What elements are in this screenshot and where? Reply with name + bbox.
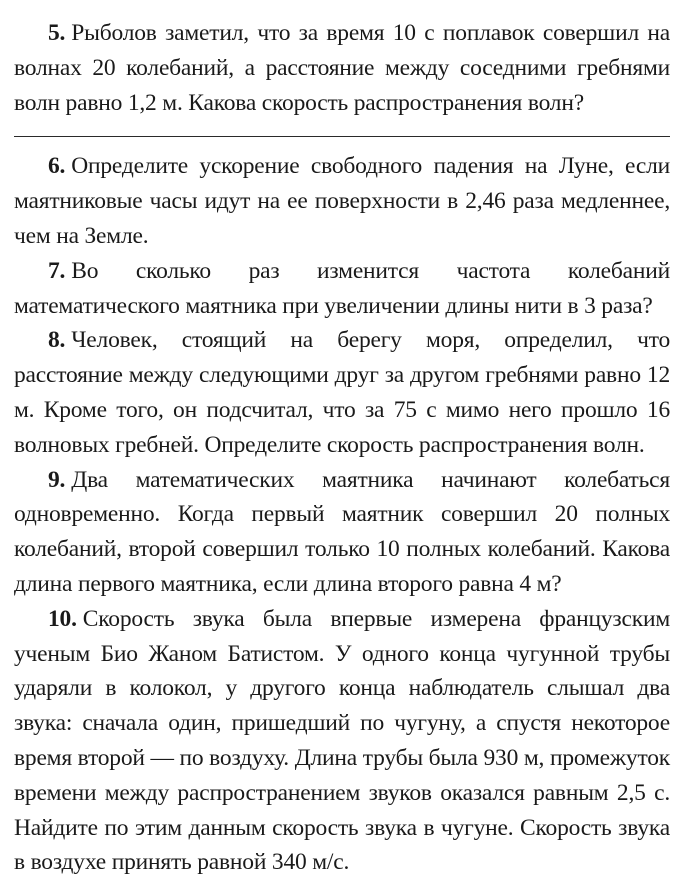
problem-number: 7.	[48, 257, 66, 284]
problem-8	[14, 323, 670, 462]
problem-number: 6.	[48, 153, 66, 180]
problem-7	[14, 254, 670, 324]
problem-text: Человек, стоящий на берегу моря, определил, что расстояние между следующими друг за другом гребнями равно 12 м. Кроме того, он подсчитал, что за 75 с мимо него прошло 16 волновых гребней. Определите скорость распространения волн.	[14, 327, 670, 458]
problem-text: Рыболов заметил, что за время 10 с поплавок совершил на волнах 20 колебаний, а расстояние между соседними гребнями волн равно 1,2 м. Какова скорость распространения волн?	[14, 20, 670, 116]
page-content	[14, 16, 670, 880]
problem-text: Два математических маятника начинают колебаться одновременно. Когда первый маятник совершил 20 полных колебаний, второй совершил только 10 полных колебаний. Какова длина первого маятника, если длина второго равна 4 м?	[14, 466, 670, 597]
problem-9	[14, 463, 670, 602]
problem-number: 10.	[48, 605, 77, 632]
problem-5	[14, 16, 670, 120]
problem-6	[14, 149, 670, 253]
problem-text: Во сколько раз изменится частота колебаний математического маятника при увеличении длины нити в 3 раза?	[14, 257, 670, 319]
section-divider	[14, 136, 670, 137]
problem-10	[14, 602, 670, 880]
problem-number: 9.	[48, 466, 66, 493]
problem-text: Скорость звука была впервые измерена французским ученым Био Жаном Батистом. У одного конца чугунной трубы ударяли в колокол, у другого конца наблюдатель слышал два звука: сначала один, пришедший по чугуну, а спустя некоторое время второй — по воздуху. Длина трубы была 930 м, промежуток времени между распространением звуков оказался равным 2,5 с. Найдите по этим данным скорость звука в чугуне. Скорость звука в воздухе принять равной 340 м/с.	[14, 605, 670, 876]
problem-text: Определите ускорение свободного падения на Луне, если маятниковые часы идут на ее поверхности в 2,46 раза медленнее, чем на Земле.	[14, 153, 670, 249]
problem-number: 5.	[48, 20, 66, 46]
problem-number: 8.	[48, 327, 66, 354]
